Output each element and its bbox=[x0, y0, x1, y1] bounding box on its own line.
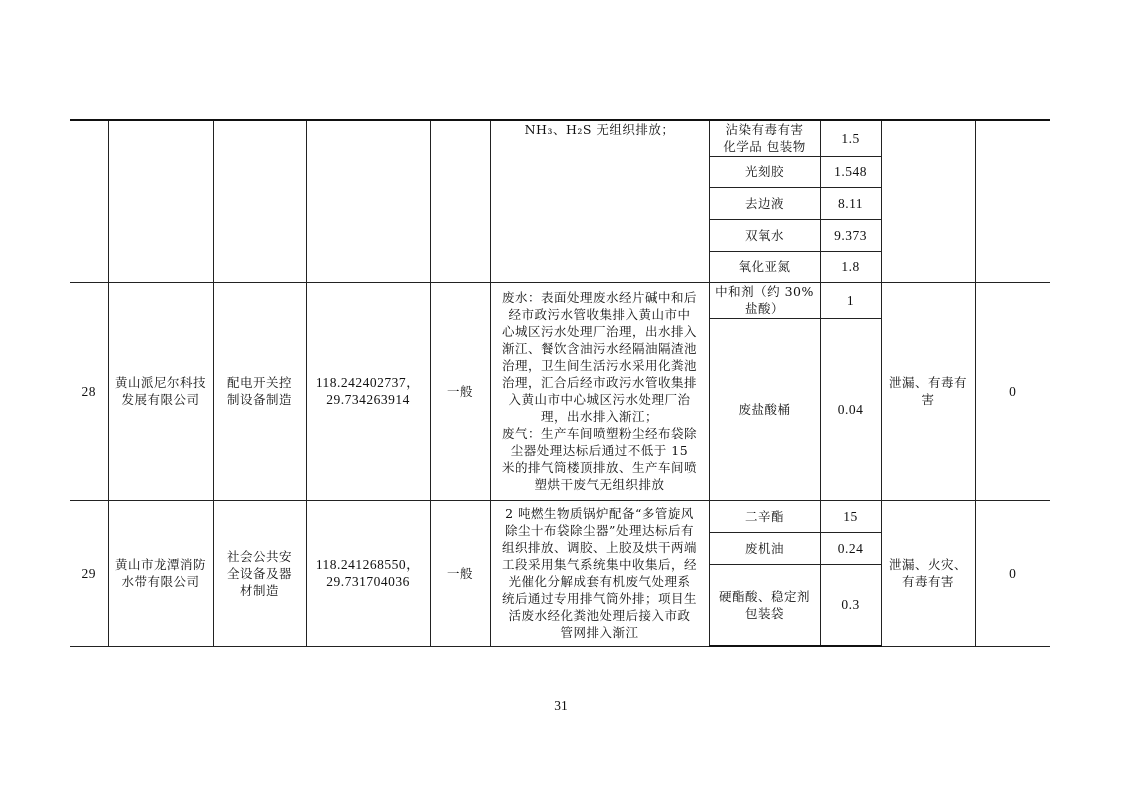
waste-quantity-cell: 0.04 bbox=[820, 318, 881, 500]
risk-type-cell bbox=[881, 120, 975, 282]
incident-count-cell bbox=[975, 120, 1050, 282]
waste-name-cell: 双氧水 bbox=[709, 219, 820, 251]
description-line: 废气：生产车间喷塑粉尘经布袋除 bbox=[501, 426, 697, 441]
waste-quantity-cell: 0.3 bbox=[820, 564, 881, 646]
description-line: 2 吨燃生物质锅炉配备“多管旋风 bbox=[505, 506, 694, 521]
waste-quantity-cell: 0.24 bbox=[820, 532, 881, 564]
longitude-text: 118.241268550， bbox=[315, 557, 421, 572]
description-line: 塑烘干废气无组织排放 bbox=[534, 477, 665, 492]
waste-name-cell: 废机油 bbox=[709, 532, 820, 564]
description-line: 组织排放、调胶、上胶及烘干两端 bbox=[501, 540, 697, 555]
treatment-description-cell bbox=[490, 282, 709, 500]
waste-quantity-cell: 15 bbox=[820, 500, 881, 532]
industry-cell bbox=[213, 282, 306, 500]
description-line: 经市政污水管收集排入黄山市中 bbox=[508, 307, 691, 322]
waste-name-line: 沾染有毒有害 bbox=[725, 122, 804, 138]
incident-count-cell: 0 bbox=[975, 500, 1050, 646]
waste-name-line: 盐酸） bbox=[744, 301, 784, 316]
waste-quantity-cell: 1 bbox=[820, 282, 881, 318]
waste-name-cell: 去边液 bbox=[709, 187, 820, 219]
waste-name-line: 化学品 包装物 bbox=[723, 139, 806, 155]
risk-level-cell: 一般 bbox=[430, 282, 490, 500]
waste-name-cell: 氧化亚氮 bbox=[709, 251, 820, 282]
description-line: 米的排气筒楼顶排放、生产车间喷 bbox=[501, 460, 697, 475]
waste-quantity-cell: 1.8 bbox=[820, 251, 881, 282]
industry-cell bbox=[213, 500, 306, 646]
coordinates-cell bbox=[306, 120, 430, 282]
company-name-line: 黄山派尼尔科技 bbox=[114, 375, 206, 390]
risk-type-line: 有毒有害 bbox=[901, 574, 954, 589]
row-number-cell: 28 bbox=[70, 282, 108, 500]
waste-name-cell: 光刻胶 bbox=[709, 156, 820, 187]
description-line: 除尘十布袋除尘器”处理达标后有 bbox=[505, 523, 694, 538]
latitude-text: 29.731704036 bbox=[326, 574, 410, 589]
risk-level-cell bbox=[430, 120, 490, 282]
incident-count-cell: 0 bbox=[975, 282, 1050, 500]
page-number: 31 bbox=[554, 698, 568, 713]
description-line: 理，出水排入渐江； bbox=[540, 409, 658, 424]
company-name-line: 发展有限公司 bbox=[121, 392, 200, 407]
row-number-cell: 29 bbox=[70, 500, 108, 646]
pollution-source-table bbox=[70, 119, 1050, 647]
description-line: 治理，汇合后经市政污水管收集排 bbox=[501, 375, 697, 390]
company-name-line: 水带有限公司 bbox=[121, 574, 200, 589]
coordinates-cell bbox=[306, 282, 430, 500]
industry-line: 全设备及器 bbox=[226, 565, 292, 581]
waste-quantity-cell: 9.373 bbox=[820, 219, 881, 251]
industry-line: 制设备制造 bbox=[226, 392, 292, 407]
waste-name-cell bbox=[709, 564, 820, 646]
table-row bbox=[70, 282, 1050, 318]
waste-name-line: 硬酯酸、稳定剂 bbox=[718, 588, 810, 604]
company-cell bbox=[108, 120, 213, 282]
waste-quantity-cell: 8.11 bbox=[820, 187, 881, 219]
description-line: 工段采用集气系统集中收集后，经 bbox=[501, 557, 697, 572]
waste-quantity-cell: 1.5 bbox=[820, 120, 881, 156]
waste-name-cell: 二辛酯 bbox=[709, 500, 820, 532]
longitude-text: 118.242402737， bbox=[315, 375, 421, 390]
description-line: 治理，卫生间生活污水采用化粪池 bbox=[501, 358, 697, 373]
table-row bbox=[70, 120, 1050, 156]
risk-type-cell bbox=[881, 282, 975, 500]
coordinates-cell bbox=[306, 500, 430, 646]
company-cell bbox=[108, 500, 213, 646]
description-line: 心城区污水处理厂治理，出水排入 bbox=[501, 324, 697, 339]
waste-name-cell: 废盐酸桶 bbox=[709, 318, 820, 500]
description-line: 统后通过专用排气筒外排；项目生 bbox=[501, 591, 697, 606]
risk-level-cell: 一般 bbox=[430, 500, 490, 646]
company-cell bbox=[108, 282, 213, 500]
description-line: 光催化分解成套有机废气处理系 bbox=[508, 574, 691, 589]
waste-name-cell bbox=[709, 282, 820, 318]
description-line: 入黄山市中心城区污水处理厂治 bbox=[508, 392, 691, 407]
description-line: 渐江、餐饮含油污水经隔油隔渣池 bbox=[501, 341, 697, 356]
industry-cell bbox=[213, 120, 306, 282]
description-line: 活废水经化粪池处理后接入市政 bbox=[508, 608, 691, 623]
row-number-cell bbox=[70, 120, 108, 282]
waste-quantity-cell: 1.548 bbox=[820, 156, 881, 187]
description-line: 废水：表面处理废水经片碱中和后 bbox=[501, 290, 697, 305]
industry-line: 配电开关控 bbox=[226, 375, 292, 390]
description-line: 尘器处理达标后通过不低于 15 bbox=[510, 443, 689, 458]
waste-name-line: 中和剂（约 30% bbox=[715, 284, 814, 299]
risk-type-line: 泄漏、有毒有 bbox=[888, 375, 967, 390]
description-line: 管网排入渐江 bbox=[560, 625, 639, 640]
risk-type-cell bbox=[881, 500, 975, 646]
company-name-line: 黄山市龙潭消防 bbox=[114, 557, 206, 572]
industry-line: 社会公共安 bbox=[226, 548, 292, 564]
treatment-description-cell bbox=[490, 500, 709, 646]
latitude-text: 29.734263914 bbox=[326, 392, 410, 407]
waste-name-line: 包装袋 bbox=[744, 605, 784, 621]
industry-line: 材制造 bbox=[239, 582, 279, 598]
treatment-description-cell bbox=[490, 120, 709, 282]
description-line: NH₃、H₂S 无组织排放； bbox=[524, 122, 675, 137]
table-row bbox=[70, 500, 1050, 532]
waste-name-cell bbox=[709, 120, 820, 156]
risk-type-line: 害 bbox=[921, 392, 935, 407]
risk-type-line: 泄漏、火灾、 bbox=[888, 557, 967, 572]
